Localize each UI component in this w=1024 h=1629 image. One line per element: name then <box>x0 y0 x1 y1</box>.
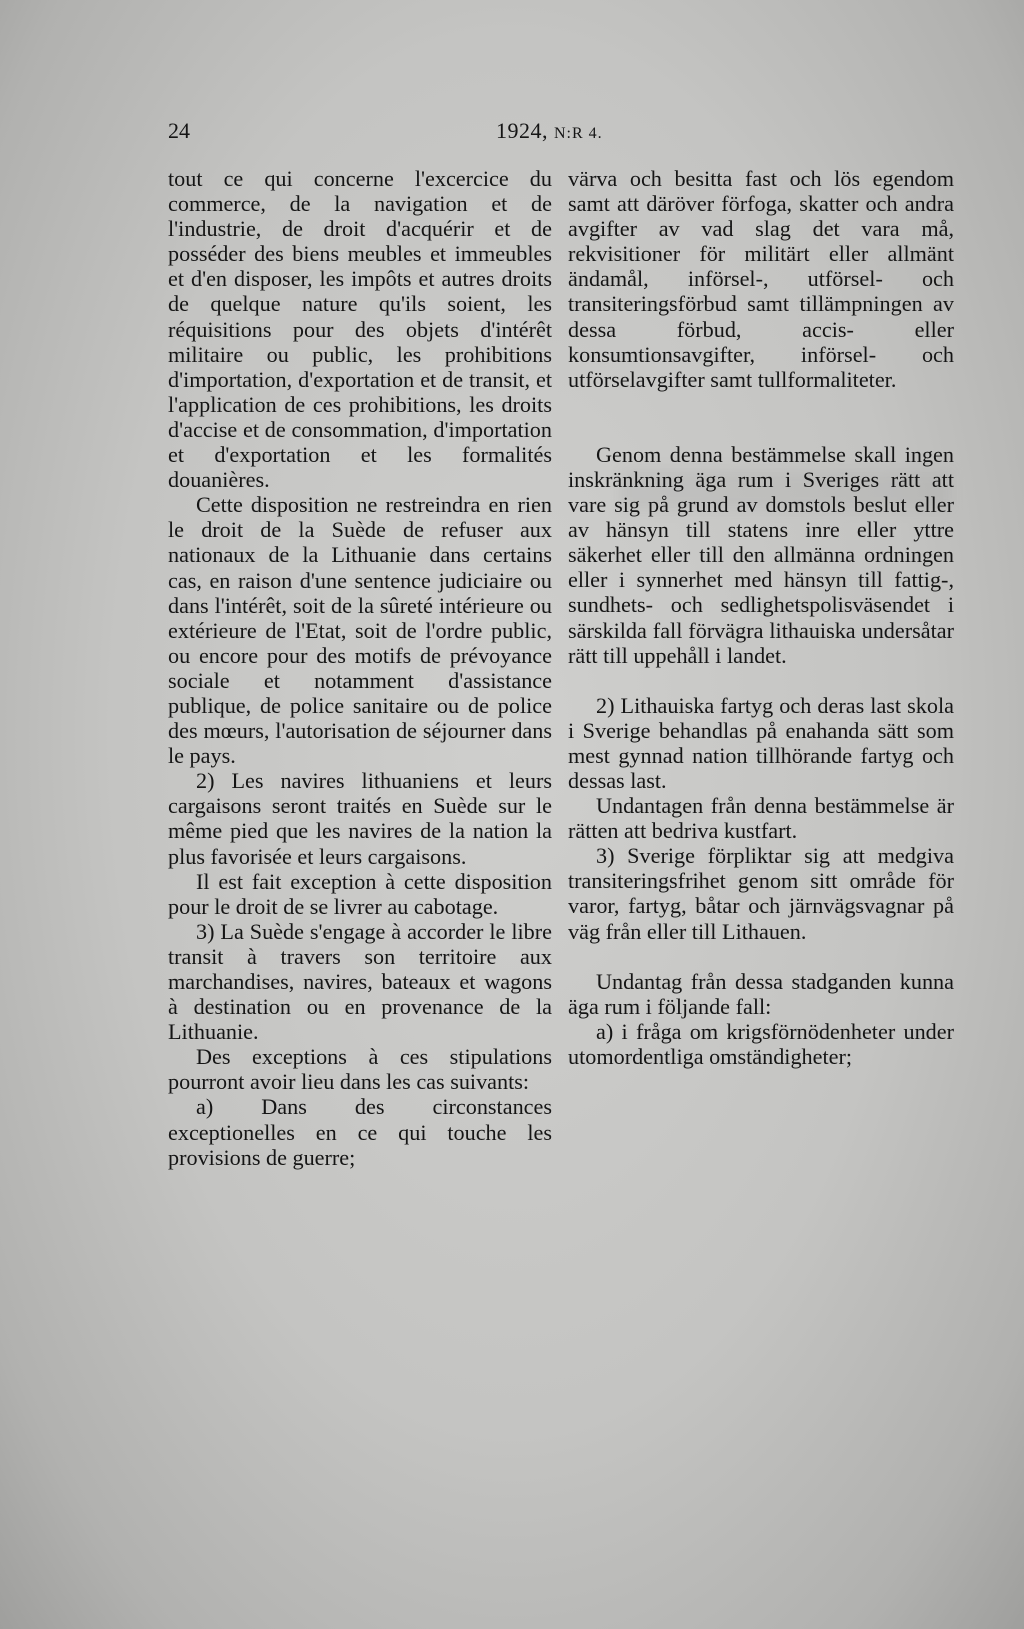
french-paragraph-5: 3) La Suède s'engage à accorder le libre transit à travers son territoire aux marchandises, navires, bateaux et wagons à destination ou en provenance de la Lithuanie. <box>168 918 552 1045</box>
swedish-paragraph-7: a) i fråga om krigsförnödenheter under utomordentliga omständigheter; <box>568 1018 954 1069</box>
french-paragraph-1: tout ce qui concerne l'excercice du commerce, de la navigation et de l'industrie, de droit d'acquérir et de posséder des biens meubles et immeubles et d'en disposer, les impôts et autres droits de quelque nature qu'ils soient, les réquisitions pour des objets d'intérêt militaire ou public, les prohibitions d'importation, d'exportation et de transit, et l'application de ces prohibitions, les droits d'accise et de consommation, d'importation et d'exportation et les formalités douanières. <box>168 166 552 493</box>
paragraph-spacer <box>568 668 954 693</box>
page-number: 24 <box>168 118 190 143</box>
paragraph-spacer <box>568 392 954 442</box>
issue-number: N:R 4. <box>554 125 603 142</box>
swedish-paragraph-4: Undantagen från denna bestämmelse är rätten att bedriva kustfart. <box>568 793 954 844</box>
year: 1924, <box>496 118 548 143</box>
french-paragraph-2: Cette disposition ne restreindra en rien le droit de la Suède de refuser aux nationaux de la Lithuanie dans certains cas, en raison d'une sentence judiciaire ou dans l'intérêt, soit de la sûreté intérieure ou extérieure de l'Etat, soit de l'ordre public, ou encore pour des motifs de prévoyance sociale et notamment d'assistance publique, de police sanitaire ou de police des mœurs, l'autorisation de séjourner dans le pays. <box>168 492 552 769</box>
swedish-column <box>568 166 954 1069</box>
french-column <box>168 166 552 1170</box>
french-paragraph-4: Il est fait exception à cette disposition pour le droit de se livrer au cabotage. <box>168 868 552 919</box>
french-paragraph-7: a) Dans des circonstances exceptionelles en ce qui touche les provisions de guerre; <box>168 1094 552 1170</box>
swedish-paragraph-2: Genom denna bestämmelse skall ingen inskränkning äga rum i Sveriges rätt att vare sig på grund av domstols beslut eller av hänsyn till statens inre eller yttre säkerhet eller till den allmänna ordningen eller i synnerhet med hänsyn till fattig-, sundhets- och sedlighetspolisväsendet i särskilda fall förvägra lithauiska undersåtar rätt till uppehåll i landet. <box>568 441 954 668</box>
issue-reference <box>496 118 603 144</box>
swedish-paragraph-1: värva och besitta fast och lös egendom samt att däröver förfoga, skatter och andra avgifter av vad slag det vara må, rekvisitioner för militärt eller allmänt ändamål, införsel-, utförsel- och transiteringsförbud samt tillämpningen av dessa förbud, accis- eller konsumtionsavgifter, införsel- och utförselavgifter samt tullformaliteter. <box>568 166 954 392</box>
swedish-paragraph-5: 3) Sverige förpliktar sig att medgiva transiteringsfrihet genom sitt område för varor, fartyg, båtar och järnvägsvagnar på väg från eller till Lithauen. <box>568 843 954 944</box>
swedish-paragraph-6: Undantag från dessa stadganden kunna äga rum i följande fall: <box>568 968 954 1019</box>
running-head <box>168 118 898 148</box>
paragraph-spacer <box>568 944 954 969</box>
french-paragraph-3: 2) Les navires lithuaniens et leurs cargaisons seront traités en Suède sur le même pied que les navires de la nation la plus favorisée et leurs cargaisons. <box>168 768 552 869</box>
french-paragraph-6: Des exceptions à ces stipulations pourront avoir lieu dans les cas suivants: <box>168 1044 552 1095</box>
swedish-paragraph-3: 2) Lithauiska fartyg och deras last skola i Sverige behandlas på enahanda sätt som mest gynnad nation tillhörande fartyg och dessas last. <box>568 692 954 793</box>
